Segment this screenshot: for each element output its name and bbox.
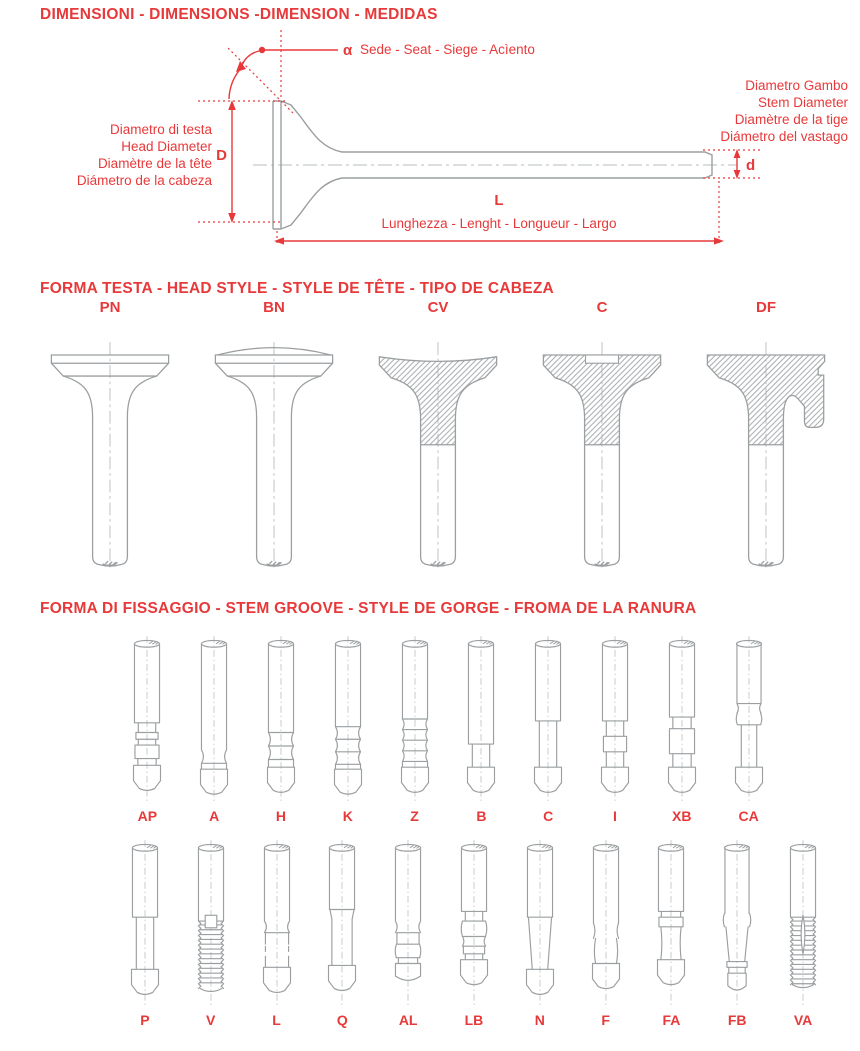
head-style-drawing-pn [32,333,188,573]
stem-groove-item-xb [648,634,715,824]
stem-groove-item-n [507,838,573,1028]
head-diameter-line-4: Diámetro de la cabeza [76,173,212,188]
stem-groove-row-2 [112,838,836,1028]
dimension-lines [229,50,737,241]
stem-groove-drawing-ap [120,634,174,804]
stem-groove-item-l [244,838,310,1028]
dimensions-section-title: DIMENSIONI - DIMENSIONS -DIMENSION - MEDIDAS [40,6,438,23]
stem-groove-label: FA [662,1012,681,1028]
stem-groove-drawing-ca [722,634,776,804]
stem-groove-item-fb [704,838,770,1028]
head-style-item-cv [356,299,520,573]
stem-groove-drawing-al [381,838,435,1008]
stem-groove-label: K [342,808,353,824]
length-arrow-left [274,237,284,244]
stem-groove-label: XB [672,808,692,824]
stem-groove-item-q [309,838,375,1028]
construction-dotted-lines [198,30,762,246]
head-style-label: DF [756,299,776,316]
stem-groove-item-k [314,634,381,824]
stem-groove-drawing-k [321,634,375,804]
stem-groove-drawing-va [776,838,830,1008]
head-style-label: CV [427,299,449,316]
stem-diameter-line-3: Diamètre de la tige [734,112,848,127]
stem-groove-label: V [206,1012,216,1028]
stem-groove-item-lb [441,838,507,1028]
head-diameter-symbol: D [216,147,227,164]
stem-groove-row-1 [114,634,782,824]
stem-groove-drawing-v [184,838,238,1008]
stem-groove-drawing-n [513,838,567,1008]
head-style-item-c [520,299,684,573]
stem-groove-label: CA [738,808,759,824]
stem-groove-label: A [209,808,220,824]
length-label: Lunghezza - Lenght - Longueur - Largo [381,216,617,231]
head-style-label: PN [99,299,121,316]
seat-label: Sede - Seat - Siege - Acìento [360,42,535,57]
stem-groove-drawing-l [250,838,304,1008]
seat-leader-dot [259,47,265,53]
head-diameter-line-2: Head Diameter [121,139,212,154]
stem-groove-item-al [375,838,441,1028]
stem-groove-item-va [770,838,836,1028]
stem-groove-drawing-z [388,634,442,804]
stem-groove-drawing-a [187,634,241,804]
stem-groove-item-h [248,634,315,824]
head-style-drawing-df [688,333,844,573]
stem-groove-item-ca [715,634,782,824]
stem-groove-drawing-xb [655,634,709,804]
stem-diameter-line-1: Diametro Gambo [745,78,848,93]
stem-groove-drawing-c [521,634,575,804]
head-style-section-title: FORMA TESTA - HEAD STYLE - STYLE DE TÊTE - TIPO DE CABEZA [40,280,554,297]
stem-groove-label: Z [410,808,419,824]
stem-groove-label: P [140,1012,150,1028]
stem-groove-drawing-f [579,838,633,1008]
stem-groove-drawing-i [588,634,642,804]
stem-groove-drawing-lb [447,838,501,1008]
head-style-drawing-c [524,333,680,573]
stem-groove-label: FB [727,1012,747,1028]
stem-groove-label: H [275,808,287,824]
stem-groove-label: B [476,808,487,824]
stem-diameter-line-4: Diámetro del vastago [720,129,848,144]
head-style-item-pn [28,299,192,573]
stem-groove-label: I [613,808,617,824]
stem-groove-label: F [601,1012,610,1028]
stem-groove-item-v [178,838,244,1028]
head-style-item-bn [192,299,356,573]
head-style-label: BN [263,299,285,316]
stem-groove-label: AP [137,808,158,824]
stem-groove-item-b [448,634,515,824]
stem-groove-drawing-p [118,838,172,1008]
stem-groove-drawing-b [454,634,508,804]
stem-groove-item-a [181,634,248,824]
stem-groove-drawing-fb [710,838,764,1008]
length-symbol: L [494,192,504,209]
stem-diameter-symbol: d [746,157,756,174]
stem-groove-label: LB [464,1012,484,1028]
valve-dimension-diagram [0,24,860,256]
stem-groove-item-f [573,838,639,1028]
length-arrow-right [714,237,724,244]
stem-groove-item-i [582,634,649,824]
angle-arrowhead [236,61,246,72]
stem-groove-drawing-h [254,634,308,804]
stem-groove-section-title: FORMA DI FISSAGGIO - STEM GROOVE - STYLE DE GORGE - FROMA DE LA RANURA [40,600,697,617]
stem-diameter-line-2: Stem Diameter [757,95,848,110]
stem-groove-label: Q [336,1012,348,1028]
stem-groove-item-c [515,634,582,824]
head-style-drawing-bn [196,333,352,573]
stem-groove-label: C [543,808,554,824]
stem-groove-label: L [272,1012,281,1028]
stem-groove-label: AL [398,1012,418,1028]
stem-groove-label: VA [793,1012,813,1028]
head-style-drawing-cv [360,333,516,573]
head-style-row [28,299,848,573]
head-diameter-line-1: Diametro di testa [109,122,212,137]
stem-groove-item-z [381,634,448,824]
alpha-symbol: α [343,42,353,59]
head-style-label: C [596,299,608,316]
stem-groove-item-fa [639,838,705,1028]
stem-groove-label: N [534,1012,545,1028]
stem-groove-drawing-q [315,838,369,1008]
stem-groove-item-p [112,838,178,1028]
head-diameter-line-3: Diamètre de la tête [97,156,212,171]
stem-groove-item-ap [114,634,181,824]
stem-groove-drawing-fa [644,838,698,1008]
head-style-item-df [684,299,848,573]
